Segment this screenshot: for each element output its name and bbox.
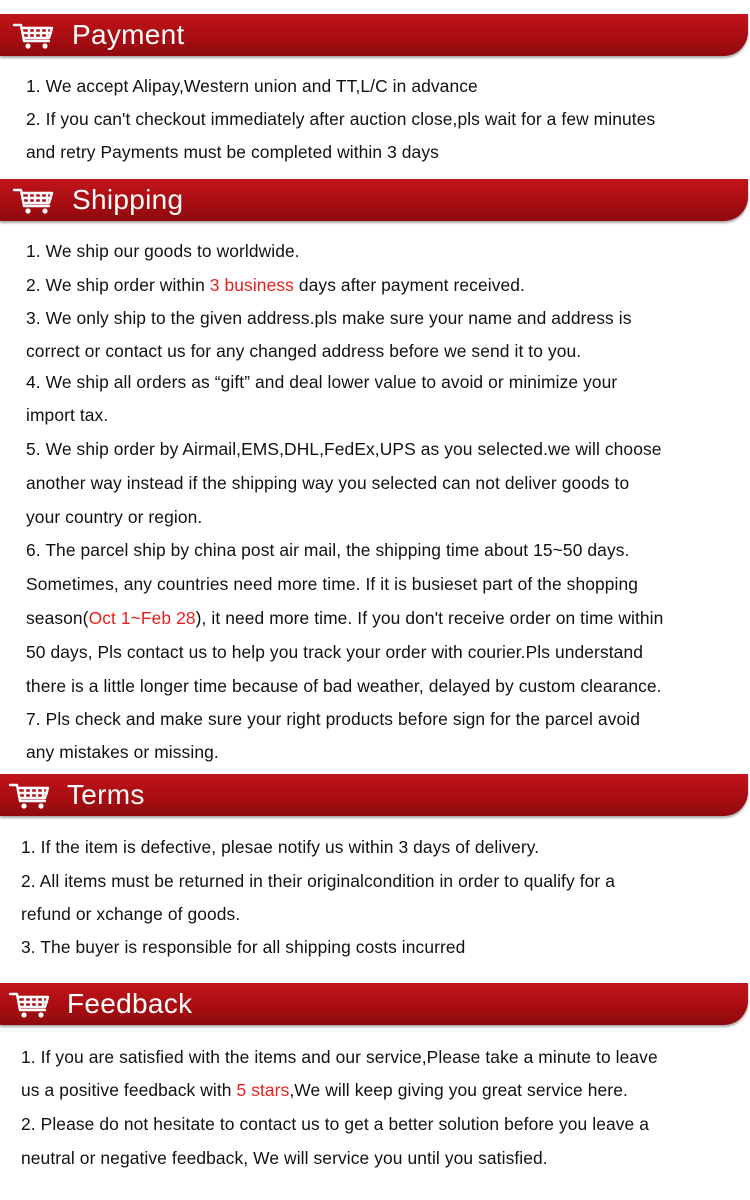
feedback-header	[0, 983, 748, 1025]
feedback-line-4: neutral or negative feedback, We will service you until you satisfied.	[21, 1148, 548, 1168]
feedback-line-2-end: ,We will keep giving you great service here.	[289, 1080, 628, 1100]
shopping-cart-icon	[12, 22, 56, 50]
shipping-line-8: another way instead if the shipping way you selected can not deliver goods to	[26, 473, 630, 493]
terms-line-4: 3. The buyer is responsible for all shipping costs incurred	[21, 937, 466, 957]
shipping-line-4: correct or contact us for any changed address before we send it to you.	[26, 341, 582, 361]
highlight-season-dates: Oct 1~Feb 28	[88, 608, 196, 628]
payment-line-1: 1. We accept Alipay,Western union and TT,L/C in advance	[26, 76, 478, 96]
highlight-five-stars: 5 stars	[236, 1080, 290, 1100]
shipping-line-7: 5. We ship order by Airmail,EMS,DHL,FedEx,UPS as you selected.we will choose	[26, 439, 662, 459]
feedback-line-1: 1. If you are satisfied with the items and our service,Please take a minute to leave	[21, 1047, 658, 1067]
terms-header	[0, 774, 748, 816]
section-title-payment: Payment	[72, 19, 185, 50]
shipping-line-2	[26, 274, 525, 296]
shipping-line-2-end: days after payment received.	[293, 275, 525, 295]
feedback-line-2	[21, 1079, 628, 1101]
shipping-line-11: Sometimes, any countries need more time. If it is busieset part of the shopping	[26, 574, 639, 594]
shipping-line-9: your country or region.	[26, 507, 203, 527]
shipping-line-12-start: season(	[26, 608, 89, 628]
shipping-line-12	[26, 607, 663, 629]
section-title-shipping: Shipping	[72, 184, 184, 215]
shopping-cart-icon	[12, 187, 56, 215]
shopping-cart-icon	[8, 991, 52, 1019]
shipping-line-14: there is a little longer time because of bad weather, delayed by custom clearance.	[26, 676, 662, 696]
shipping-line-16: any mistakes or missing.	[26, 742, 219, 762]
feedback-line-3: 2. Please do not hesitate to contact us to get a better solution before you leave a	[21, 1114, 650, 1134]
shipping-line-10: 6. The parcel ship by china post air mail, the shipping time about 15~50 days.	[26, 540, 630, 560]
section-title-terms: Terms	[67, 779, 145, 810]
payment-header	[0, 14, 748, 56]
payment-line-2: 2. If you can't checkout immediately after auction close,pls wait for a few minutes	[26, 109, 656, 129]
shipping-line-2-start: 2. We ship order within	[26, 275, 210, 295]
shipping-line-5: 4. We ship all orders as “gift” and deal lower value to avoid or minimize your	[26, 372, 618, 392]
shipping-line-12-end: ), it need more time. If you don't receive order on time within	[195, 608, 664, 628]
terms-line-2: 2. All items must be returned in their originalcondition in order to qualify for a	[21, 871, 615, 891]
shipping-line-15: 7. Pls check and make sure your right products before sign for the parcel avoid	[26, 709, 640, 729]
shipping-header	[0, 179, 748, 221]
shipping-line-1: 1. We ship our goods to worldwide.	[26, 241, 300, 261]
shipping-line-13: 50 days, Pls contact us to help you track your order with courier.Pls understand	[26, 642, 643, 662]
terms-line-3: refund or xchange of goods.	[21, 904, 241, 924]
payment-line-3: and retry Payments must be completed within 3 days	[26, 142, 439, 162]
highlight-business-days: 3 business	[209, 275, 294, 295]
section-title-feedback: Feedback	[67, 988, 193, 1019]
feedback-line-2-start: us a positive feedback with	[21, 1080, 237, 1100]
terms-line-1: 1. If the item is defective, plesae notify us within 3 days of delivery.	[21, 837, 540, 857]
shipping-line-3: 3. We only ship to the given address.pls make sure your name and address is	[26, 308, 632, 328]
shopping-cart-icon	[8, 782, 52, 810]
shipping-line-6: import tax.	[26, 405, 109, 425]
